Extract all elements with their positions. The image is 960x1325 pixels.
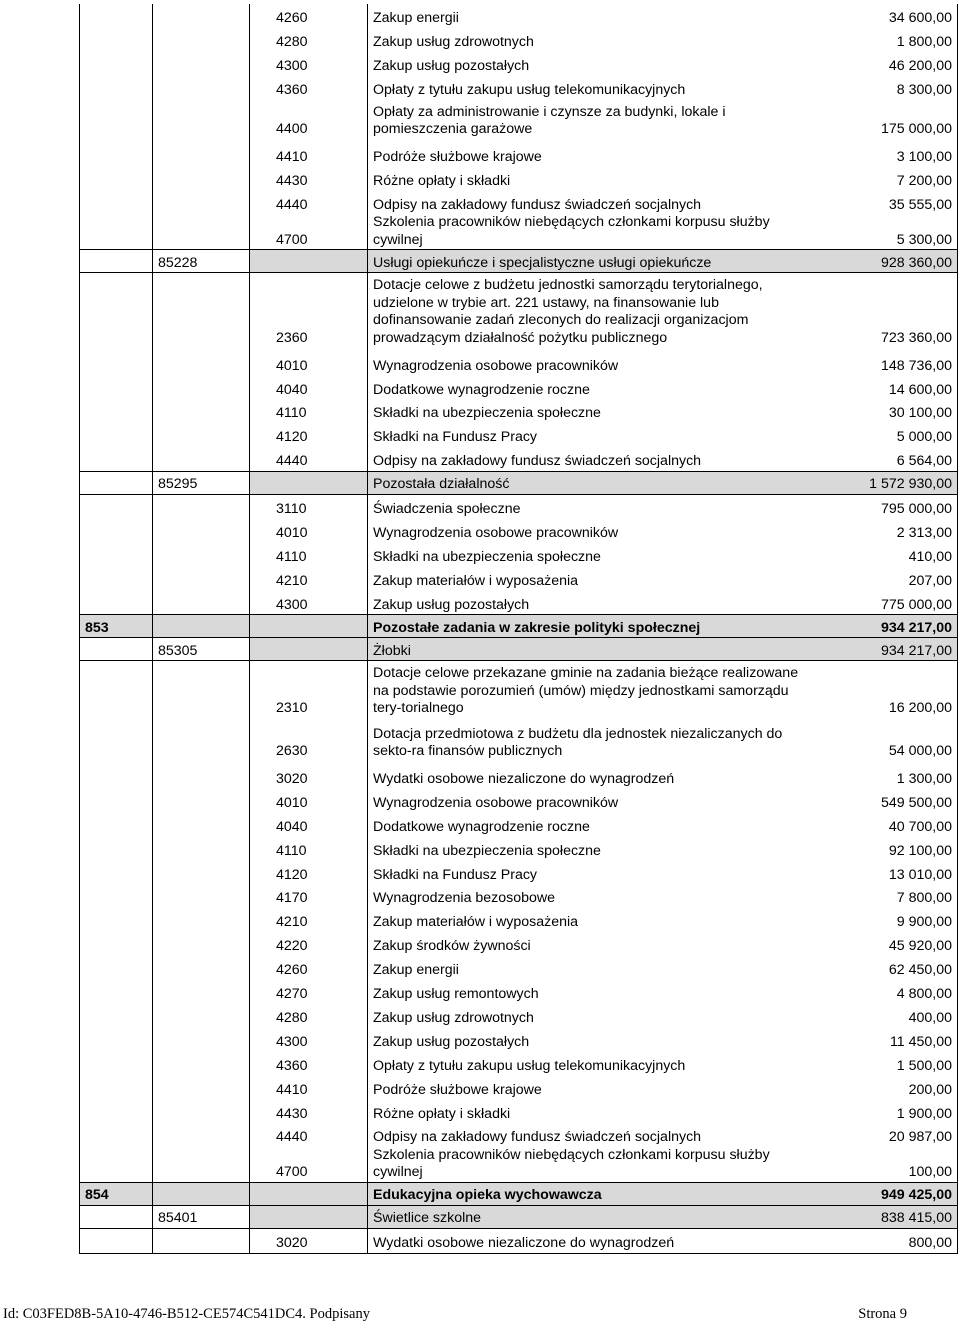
description-cell: Składki na ubezpieczenia społeczne	[368, 836, 818, 860]
document-id-footer: Id: C03FED8B-5A10-4746-B512-CE574C541DC4. Podpisany	[3, 1306, 370, 1322]
paragraf-cell: 4260	[250, 956, 368, 980]
description-cell: Zakup materiałów i wyposażenia	[368, 908, 818, 932]
rozdzial-cell	[153, 447, 250, 471]
par-row	[80, 765, 958, 789]
description-cell: Składki na ubezpieczenia społeczne	[368, 542, 818, 566]
dzial-cell	[80, 273, 153, 352]
rozdzial-cell	[153, 76, 250, 100]
paragraf-cell: 2360	[250, 273, 368, 352]
dzial-cell	[80, 250, 153, 273]
paragraf-cell: 4360	[250, 76, 368, 100]
paragraf-cell: 4280	[250, 1004, 368, 1028]
description-cell: Składki na ubezpieczenia społeczne	[368, 399, 818, 423]
rozdzial-cell	[153, 214, 250, 250]
paragraf-cell: 4440	[250, 447, 368, 471]
dzial-cell	[80, 661, 153, 722]
description-cell: Usługi opiekuńcze i specjalistyczne usługi opiekuńcze	[368, 250, 818, 273]
rozdzial-cell	[153, 1099, 250, 1123]
par-row	[80, 351, 958, 375]
par-row	[80, 375, 958, 399]
par-row	[80, 494, 958, 518]
rozdzial-cell: 85295	[153, 471, 250, 494]
par-row	[80, 980, 958, 1004]
dzial-cell: 853	[80, 615, 153, 638]
description-cell: Składki na Fundusz Pracy	[368, 423, 818, 447]
amount-cell: 40 700,00	[817, 812, 958, 836]
amount-cell: 13 010,00	[817, 860, 958, 884]
par-row	[80, 722, 958, 765]
description-cell: Opłaty z tytułu zakupu usług telekomunikacyjnych	[368, 76, 818, 100]
dzial-cell	[80, 722, 153, 765]
dzial-cell	[80, 399, 153, 423]
paragraf-cell	[250, 1205, 368, 1228]
description-cell: Wynagrodzenia osobowe pracowników	[368, 519, 818, 543]
rozdzial-cell	[153, 542, 250, 566]
par-row	[80, 76, 958, 100]
rozdzial-cell	[153, 980, 250, 1004]
paragraf-cell: 4300	[250, 1027, 368, 1051]
description-cell: Odpisy na zakładowy fundusz świadczeń socjalnych	[368, 190, 818, 214]
rozdzial-cell	[153, 423, 250, 447]
paragraf-cell: 3110	[250, 494, 368, 518]
par-row	[80, 1051, 958, 1075]
paragraf-cell: 2310	[250, 661, 368, 722]
amount-cell: 795 000,00	[817, 494, 958, 518]
rozdzial-cell	[153, 1123, 250, 1147]
paragraf-cell: 4700	[250, 214, 368, 250]
paragraf-cell: 4120	[250, 423, 368, 447]
dzial-cell	[80, 143, 153, 167]
par-row	[80, 542, 958, 566]
description-cell: Zakup usług pozostałych	[368, 590, 818, 614]
description-cell: Różne opłaty i składki	[368, 1099, 818, 1123]
paragraf-cell: 2630	[250, 722, 368, 765]
amount-cell: 8 300,00	[817, 76, 958, 100]
dzial-cell	[80, 52, 153, 76]
rozdzial-cell	[153, 494, 250, 518]
rozdzial-cell	[153, 932, 250, 956]
dzial-cell	[80, 1027, 153, 1051]
budget-table-body	[80, 4, 958, 1253]
paragraf-cell: 4410	[250, 143, 368, 167]
dzial-cell	[80, 76, 153, 100]
rozdzial-cell	[153, 956, 250, 980]
paragraf-cell: 4220	[250, 932, 368, 956]
amount-cell: 2 313,00	[817, 519, 958, 543]
amount-cell: 54 000,00	[817, 722, 958, 765]
description-cell: Wynagrodzenia osobowe pracowników	[368, 351, 818, 375]
dzial-cell	[80, 884, 153, 908]
rozdzial-cell	[153, 166, 250, 190]
par-row	[80, 1004, 958, 1028]
description-cell: Zakup usług pozostałych	[368, 1027, 818, 1051]
description-cell: Dotacje celowe z budżetu jednostki samorządu terytorialnego, udzielone w trybie art. 221 ustawy, na finansowanie lub dofinansowanie zadań zleconych do realizacji organizacjom prowadzącym działalność pożytku publicznego	[368, 273, 818, 352]
description-cell: Wydatki osobowe niezaliczone do wynagrodzeń	[368, 765, 818, 789]
rozdzial-cell	[153, 1004, 250, 1028]
description-cell: Zakup środków żywności	[368, 932, 818, 956]
par-row	[80, 28, 958, 52]
description-cell: Dodatkowe wynagrodzenie roczne	[368, 812, 818, 836]
description-cell: Różne opłaty i składki	[368, 166, 818, 190]
amount-cell: 6 564,00	[817, 447, 958, 471]
rozdzial-cell	[153, 4, 250, 28]
rozdzial-cell	[153, 375, 250, 399]
par-row	[80, 566, 958, 590]
dzial-cell	[80, 932, 153, 956]
amount-cell: 934 217,00	[817, 638, 958, 661]
paragraf-cell	[250, 615, 368, 638]
par-row	[80, 52, 958, 76]
rozdzial-cell	[153, 615, 250, 638]
dzial-cell	[80, 956, 153, 980]
amount-cell: 11 450,00	[817, 1027, 958, 1051]
description-cell: Pozostała działalność	[368, 471, 818, 494]
par-row	[80, 836, 958, 860]
par-row	[80, 789, 958, 813]
paragraf-cell: 4110	[250, 836, 368, 860]
paragraf-cell: 4430	[250, 1099, 368, 1123]
description-cell: Opłaty z tytułu zakupu usług telekomunikacyjnych	[368, 1051, 818, 1075]
rozdzial-cell	[153, 52, 250, 76]
paragraf-cell	[250, 471, 368, 494]
rozdzial-cell	[153, 812, 250, 836]
paragraf-cell: 3020	[250, 765, 368, 789]
description-cell: Wydatki osobowe niezaliczone do wynagrodzeń	[368, 1228, 818, 1253]
amount-cell: 400,00	[817, 1004, 958, 1028]
paragraf-cell: 4170	[250, 884, 368, 908]
rozdzial-cell	[153, 1182, 250, 1205]
dzial-cell	[80, 519, 153, 543]
amount-cell: 92 100,00	[817, 836, 958, 860]
amount-cell: 207,00	[817, 566, 958, 590]
par-row	[80, 4, 958, 28]
description-cell: Odpisy na zakładowy fundusz świadczeń socjalnych	[368, 447, 818, 471]
rozdzial-cell	[153, 28, 250, 52]
rozdzial-cell	[153, 789, 250, 813]
description-cell: Zakup usług zdrowotnych	[368, 28, 818, 52]
par-row	[80, 519, 958, 543]
rozdzial-cell	[153, 1228, 250, 1253]
amount-cell: 838 415,00	[817, 1205, 958, 1228]
description-cell: Podróże służbowe krajowe	[368, 1075, 818, 1099]
rozdzial-cell	[153, 1147, 250, 1183]
rozdzial-cell	[153, 399, 250, 423]
rozdzial-row	[80, 1205, 958, 1228]
amount-cell: 20 987,00	[817, 1123, 958, 1147]
description-cell: Opłaty za administrowanie i czynsze za budynki, lokale i pomieszczenia garażowe	[368, 100, 818, 143]
dzial-cell	[80, 1147, 153, 1183]
paragraf-cell: 4260	[250, 4, 368, 28]
dzial-cell	[80, 351, 153, 375]
rozdzial-cell	[153, 836, 250, 860]
par-row	[80, 190, 958, 214]
page-number-footer: Strona 9	[858, 1306, 907, 1322]
paragraf-cell: 4300	[250, 590, 368, 614]
description-cell: Dodatkowe wynagrodzenie roczne	[368, 375, 818, 399]
amount-cell: 14 600,00	[817, 375, 958, 399]
paragraf-cell: 4040	[250, 812, 368, 836]
rozdzial-cell	[153, 273, 250, 352]
amount-cell: 800,00	[817, 1228, 958, 1253]
rozdzial-cell	[153, 1051, 250, 1075]
dzial-cell	[80, 590, 153, 614]
rozdzial-cell	[153, 661, 250, 722]
amount-cell: 5 000,00	[817, 423, 958, 447]
rozdzial-cell	[153, 1075, 250, 1099]
dzial-cell	[80, 1228, 153, 1253]
description-cell: Zakup energii	[368, 4, 818, 28]
rozdzial-cell	[153, 722, 250, 765]
amount-cell: 100,00	[817, 1147, 958, 1183]
rozdzial-cell: 85305	[153, 638, 250, 661]
paragraf-cell: 4410	[250, 1075, 368, 1099]
amount-cell: 7 200,00	[817, 166, 958, 190]
rozdzial-cell: 85401	[153, 1205, 250, 1228]
dzial-cell	[80, 447, 153, 471]
rozdzial-cell	[153, 765, 250, 789]
budget-expenditure-table	[79, 4, 958, 1254]
amount-cell: 1 572 930,00	[817, 471, 958, 494]
dzial-cell	[80, 4, 153, 28]
description-cell: Szkolenia pracowników niebędących członkami korpusu służby cywilnej	[368, 214, 818, 250]
amount-cell: 35 555,00	[817, 190, 958, 214]
par-row	[80, 273, 958, 352]
rozdzial-cell	[153, 519, 250, 543]
amount-cell: 1 900,00	[817, 1099, 958, 1123]
description-cell: Podróże służbowe krajowe	[368, 143, 818, 167]
par-row	[80, 1228, 958, 1253]
paragraf-cell: 4440	[250, 1123, 368, 1147]
rozdzial-cell	[153, 590, 250, 614]
dzial-cell	[80, 423, 153, 447]
description-cell: Odpisy na zakładowy fundusz świadczeń socjalnych	[368, 1123, 818, 1147]
paragraf-cell: 4210	[250, 566, 368, 590]
par-row	[80, 214, 958, 250]
amount-cell: 34 600,00	[817, 4, 958, 28]
amount-cell: 1 500,00	[817, 1051, 958, 1075]
amount-cell: 148 736,00	[817, 351, 958, 375]
par-row	[80, 932, 958, 956]
dzial-cell	[80, 214, 153, 250]
par-row	[80, 1075, 958, 1099]
paragraf-cell: 3020	[250, 1228, 368, 1253]
dzial-cell	[80, 566, 153, 590]
description-cell: Zakup usług remontowych	[368, 980, 818, 1004]
amount-cell: 46 200,00	[817, 52, 958, 76]
paragraf-cell	[250, 638, 368, 661]
paragraf-cell: 4040	[250, 375, 368, 399]
description-cell: Edukacyjna opieka wychowawcza	[368, 1182, 818, 1205]
amount-cell: 5 300,00	[817, 214, 958, 250]
dzial-cell	[80, 812, 153, 836]
dzial-cell	[80, 860, 153, 884]
description-cell: Szkolenia pracowników niebędących członkami korpusu służby cywilnej	[368, 1147, 818, 1183]
description-cell: Zakup usług pozostałych	[368, 52, 818, 76]
rozdzial-cell	[153, 566, 250, 590]
rozdzial-cell	[153, 100, 250, 143]
amount-cell: 549 500,00	[817, 789, 958, 813]
paragraf-cell: 4270	[250, 980, 368, 1004]
dzial-cell	[80, 28, 153, 52]
description-cell: Dotacje celowe przekazane gminie na zadania bieżące realizowane na podstawie porozumień (umów) między jednostkami samorządu tery-torialnego	[368, 661, 818, 722]
amount-cell: 7 800,00	[817, 884, 958, 908]
amount-cell: 45 920,00	[817, 932, 958, 956]
amount-cell: 775 000,00	[817, 590, 958, 614]
description-cell: Świadczenia społeczne	[368, 494, 818, 518]
amount-cell: 934 217,00	[817, 615, 958, 638]
paragraf-cell: 4110	[250, 542, 368, 566]
amount-cell: 928 360,00	[817, 250, 958, 273]
dzial-cell	[80, 765, 153, 789]
dzial-cell	[80, 1075, 153, 1099]
paragraf-cell: 4120	[250, 860, 368, 884]
paragraf-cell: 4400	[250, 100, 368, 143]
par-row	[80, 100, 958, 143]
par-row	[80, 1099, 958, 1123]
paragraf-cell: 4300	[250, 52, 368, 76]
amount-cell: 200,00	[817, 1075, 958, 1099]
dzial-cell	[80, 1123, 153, 1147]
dzial-cell	[80, 980, 153, 1004]
amount-cell: 1 300,00	[817, 765, 958, 789]
rozdzial-cell	[153, 1027, 250, 1051]
amount-cell: 62 450,00	[817, 956, 958, 980]
dzial-cell	[80, 908, 153, 932]
dzial-cell	[80, 1205, 153, 1228]
paragraf-cell: 4110	[250, 399, 368, 423]
paragraf-cell: 4210	[250, 908, 368, 932]
dzial-cell	[80, 542, 153, 566]
description-cell: Zakup energii	[368, 956, 818, 980]
paragraf-cell: 4700	[250, 1147, 368, 1183]
par-row	[80, 447, 958, 471]
rozdzial-cell	[153, 908, 250, 932]
rozdzial-row	[80, 471, 958, 494]
dzial-cell	[80, 836, 153, 860]
par-row	[80, 884, 958, 908]
dzial-cell	[80, 789, 153, 813]
amount-cell: 16 200,00	[817, 661, 958, 722]
par-row	[80, 812, 958, 836]
amount-cell: 3 100,00	[817, 143, 958, 167]
paragraf-cell: 4010	[250, 519, 368, 543]
par-row	[80, 956, 958, 980]
description-cell: Zakup usług zdrowotnych	[368, 1004, 818, 1028]
description-cell: Wynagrodzenia osobowe pracowników	[368, 789, 818, 813]
amount-cell: 30 100,00	[817, 399, 958, 423]
paragraf-cell: 4010	[250, 351, 368, 375]
dzial-cell	[80, 1004, 153, 1028]
description-cell: Wynagrodzenia bezosobowe	[368, 884, 818, 908]
dzial-cell	[80, 1099, 153, 1123]
rozdzial-cell: 85228	[153, 250, 250, 273]
par-row	[80, 661, 958, 722]
par-row	[80, 1147, 958, 1183]
paragraf-cell	[250, 1182, 368, 1205]
description-cell: Świetlice szkolne	[368, 1205, 818, 1228]
paragraf-cell: 4440	[250, 190, 368, 214]
par-row	[80, 1123, 958, 1147]
paragraf-cell	[250, 250, 368, 273]
paragraf-cell: 4430	[250, 166, 368, 190]
paragraf-cell: 4280	[250, 28, 368, 52]
par-row	[80, 590, 958, 614]
rozdzial-row	[80, 638, 958, 661]
dzial-cell	[80, 471, 153, 494]
dzial-cell: 854	[80, 1182, 153, 1205]
description-cell: Dotacja przedmiotowa z budżetu dla jednostek niezaliczanych do sekto-ra finansów publicznych	[368, 722, 818, 765]
rozdzial-cell	[153, 884, 250, 908]
par-row	[80, 908, 958, 932]
dzial-row	[80, 615, 958, 638]
dzial-cell	[80, 375, 153, 399]
par-row	[80, 423, 958, 447]
description-cell: Pozostałe zadania w zakresie polityki społecznej	[368, 615, 818, 638]
dzial-cell	[80, 494, 153, 518]
rozdzial-cell	[153, 351, 250, 375]
par-row	[80, 1027, 958, 1051]
par-row	[80, 399, 958, 423]
dzial-row	[80, 1182, 958, 1205]
paragraf-cell: 4360	[250, 1051, 368, 1075]
amount-cell: 410,00	[817, 542, 958, 566]
description-cell: Składki na Fundusz Pracy	[368, 860, 818, 884]
amount-cell: 4 800,00	[817, 980, 958, 1004]
rozdzial-cell	[153, 143, 250, 167]
dzial-cell	[80, 1051, 153, 1075]
par-row	[80, 860, 958, 884]
dzial-cell	[80, 638, 153, 661]
description-cell: Zakup materiałów i wyposażenia	[368, 566, 818, 590]
amount-cell: 1 800,00	[817, 28, 958, 52]
rozdzial-cell	[153, 860, 250, 884]
dzial-cell	[80, 100, 153, 143]
par-row	[80, 143, 958, 167]
paragraf-cell: 4010	[250, 789, 368, 813]
par-row	[80, 166, 958, 190]
dzial-cell	[80, 166, 153, 190]
rozdzial-row	[80, 250, 958, 273]
amount-cell: 9 900,00	[817, 908, 958, 932]
rozdzial-cell	[153, 190, 250, 214]
amount-cell: 175 000,00	[817, 100, 958, 143]
dzial-cell	[80, 190, 153, 214]
amount-cell: 949 425,00	[817, 1182, 958, 1205]
description-cell: Żłobki	[368, 638, 818, 661]
amount-cell: 723 360,00	[817, 273, 958, 352]
